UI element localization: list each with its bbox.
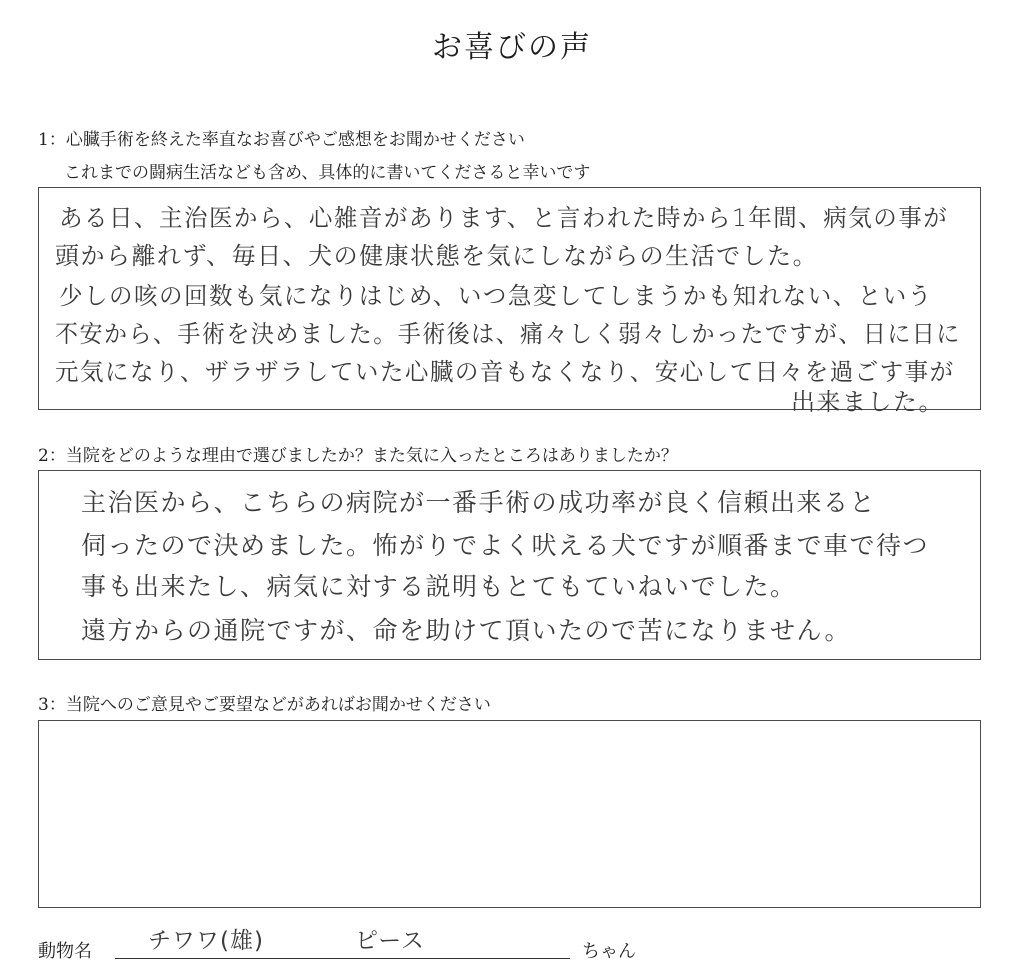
answer-1-line: 元気になり、ザラザラしていた心臓の音もなくなり、安心して日々を過ごす事が: [55, 358, 955, 386]
pet-name-label: 動物名: [38, 941, 92, 962]
answer-1-line: ある日、主治医から、心雑音があります、と言われた時から1年間、病気の事が: [59, 204, 949, 232]
question-2-line-1: 2：当院をどのような理由で選びましたか？また気に入ったところはありましたか？: [38, 446, 678, 466]
answer-1-line: 不安から、手術を決めました。手術後は、痛々しく弱々しかったですが、日に日に: [55, 320, 961, 348]
pet-name: ピース: [355, 928, 425, 954]
page-title: お喜びの声: [432, 30, 592, 65]
question-1-line-2: これまでの闘病生活なども含め、具体的に書いてくださると幸いです: [64, 163, 591, 183]
pet-name-suffix: ちゃん: [582, 941, 636, 962]
answer-2-line: 事も出来たし、病気に対する説明もとてもていねいでした。: [81, 572, 797, 601]
answer-1-line: 出来ました。: [791, 388, 944, 416]
answer-2-line: 伺ったので決めました。怖がりでよく吠える犬ですが順番まで車で待つ: [81, 531, 930, 560]
question-3-line-1: 3：当院へのご意見やご要望などがあればお聞かせください: [38, 695, 491, 715]
answer-2-box: [38, 470, 981, 660]
answer-1-box: [38, 187, 981, 416]
answer-2-line: 遠方からの通院ですが、命を助けて頂いたので苦になりません。: [81, 616, 852, 645]
answer-3-box: [38, 720, 981, 908]
answer-1-line: 頭から離れず、毎日、犬の健康状態を気にしながらの生活でした。: [55, 242, 819, 270]
pet-breed: チワワ(雄): [148, 928, 264, 954]
answer-2-line: 主治医から、こちらの病院が一番手術の成功率が良く信頼出来ると: [81, 488, 877, 517]
pet-name-underline: [115, 958, 570, 959]
answer-1-line: 少しの咳の回数も気になりはじめ、いつ急変してしまうかも知れない、という: [59, 282, 933, 310]
question-1-line-1: 1：心臓手術を終えた率直なお喜びやご感想をお聞かせください: [38, 130, 525, 150]
